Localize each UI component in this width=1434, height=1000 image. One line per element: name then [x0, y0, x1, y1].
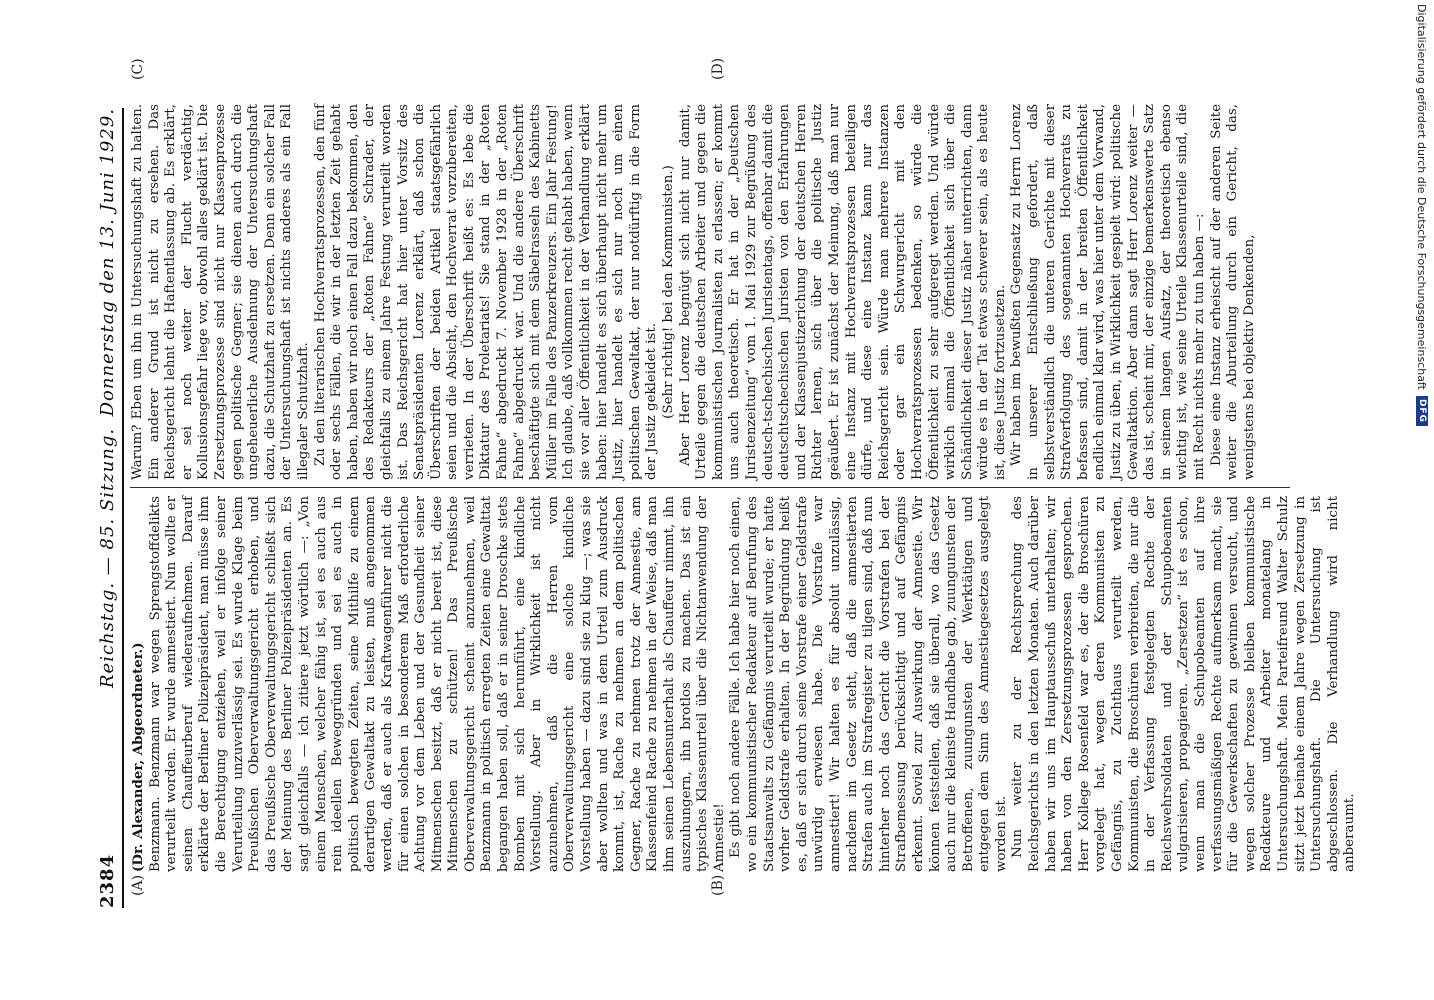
speaker-line: (Dr. Alexander, Abgeordneter.): [130, 642, 146, 872]
column-divider: [130, 487, 1290, 488]
right-paragraph: Diese eine Instanz erheischt auf der anderen Seite weiter die Aburteilung durch ein Gericht, das, wenigstens bei objektiv Denkenden,: [1208, 104, 1257, 480]
page-number: 2384: [97, 853, 118, 908]
page-header: [92, 108, 124, 908]
left-paragraph: Benzmann. Benzmann war wegen Sprengstoffdelikts verurteilt worden. Er wurde amnestiert. Nun wollte er seinen Chauffeurberuf wiederaufnehmen. Darauf erklärte der Berliner Polizeipräsident, man müsse ihm die Berechtigung entziehen, weil er infolge seiner Verurteilung unzuverlässig sei. Es wurde Klage beim Preußischen Oberverwaltungsgericht erhoben, und das Preußische Oberverwaltungsgericht schließt sich der Meinung des Berliner Polizeipräsidenten an. Es sagt gleichfalls — ich zitiere jetzt wörtlich —: „Von einem Menschen, welcher fähig ist, sei es auch aus rein ideellen Beweggründen und sei es auch in politisch bewegten Zeiten, seine Mithilfe zu einem derartigen Gewaltakt zu leisten, muß angenommen werden, daß er auch als Kraftwagenführer nicht die für einen solchen in besonderem Maß erforderliche Achtung vor dem Leben und der Gesundheit seiner Mitmenschen besitzt, daß er nicht bereit ist, diese Mitmenschen zu schützen! Das Preußische Oberverwaltungsgericht scheint anzunehmen, weil Benzmann in politisch erregten Zeiten eine Gewalttat begangen haben soll, daß er in seiner Droschke stets Bomben mit sich herumführt, eine kindliche Vorstellung. Aber in Wirklichkeit ist nicht anzunehmen, daß die Herren vom Oberverwaltungsgericht eine solche kindliche Vorstellung haben — dazu sind sie zu klug —; was sie aber wollten und was in dem Urteil zum Ausdruck kommt, ist, Rache zu nehmen an dem politischen Gegner, Rache zu nehmen trotz der Amnestie, am Klassenfeind Rache zu nehmen in der Weise, daß man ihm seinen Lebensunterhalt als Chauffeur nimmt, ihn auszuhungern, ihn brotlos zu machen. Das ist ein typisches Klassenurteil über die Nichtanwendung der Amnestie!: [147, 496, 727, 872]
left-paragraph: Es gibt noch andere Fälle. Ich habe hier noch einen, wo ein kommunistischer Redakteur auf Berufung des Staatsanwalts zu Gefängnis verurteilt wurde; er hatte vorher Geldstrafe erhalten. In der Begründung heißt es, daß er sich durch seine Vorstrafe einer Geldstrafe unwürdig erwiesen habe. Die Vorstrafe war amnestiert! Wir halten es für absolut unzulässig, nachdem im Gesetz steht, daß die amnestierten Strafen auch im Strafregister zu tilgen sind, daß nun hinterher noch das Gericht die Vorstrafen bei der Strafbemessung berücksichtigt und auf Gefängnis erkennt. Soviel zur Auswirkung der Amnestie. Wir können feststellen, daß sie überall, wo das Gesetz auch nur die kleinste Handhabe gab, zuungunsten der Betroffenen, zuungunsten der Werktätigen und entgegen dem Sinn des Amnestiegesetzes ausgelegt worden ist.: [728, 496, 1009, 872]
marker-d: (D): [710, 57, 726, 80]
session-date: Donnerstag den 13. Juni 1929.: [97, 108, 118, 417]
right-paragraph: Aber Herr Lorenz begnügt sich nicht nur damit, Urteile gegen die deutschen Arbeiter und gegen die kommunistischen Journalisten zu erlassen; er kommt uns auch theoretisch. Er hat in der „Deutschen Juristenzeitung“ vom 1. Mai 1929 zur Begrüßung des deutsch-tschechischen Juristentags, offenbar damit die deutschtschechischen Juristen von den Erfahrungen und der Klassenjustizerichung der deutschen Herren Richter lernen, sich über die politische Justiz geäußert. Er ist zunächst der Meinung, daß man nur eine Instanz mit Hochverratsprozessen beteiligen dürfe, und diese eine Instanz kann nur das Reichsgericht sein. Würde man mehrere Instanzen oder gar ein Schwurgericht mit den Hochverratsprozessen bedenken, so würde die Öffentlichkeit zu sehr aufgeregt werden. Und würde wirklich einmal die Öffentlichkeit sich über die Schändlichkeit dieser Justiz näher unterrichten, dann würde es in der Tat etwas schwerer sein, als es heute ist, diese Justiz fortzusetzen.: [677, 104, 1008, 480]
digitization-text: Digitalisierung gefördert durch die Deutsche Forschungsgemeinschaft: [1415, 4, 1429, 390]
interjection: (Sehr richtig! bei den Kommunisten.): [661, 165, 676, 419]
marker-c: (C): [130, 58, 146, 80]
digitization-note: [1415, 4, 1433, 996]
marker-a: (A): [130, 874, 146, 896]
right-column: [130, 104, 1300, 480]
left-paragraph: Nun weiter zu der Rechtsprechung des Reichsgerichts in den letzten Monaten. Auch darüber haben wir uns im Hauptausschuß unterhalten; wir haben von den Zersetzungsprozessen gesprochen. Herr Kollege Rosenfeld war es, der die Broschüren vorgelegt hat, wegen deren Kommunisten zu Gefängnis, zu Zuchthaus verurteilt werden, Kommunisten, die Broschüren verbreiten, die nur die in der Verfassung festgelegten Rechte der Reichswehrsoldaten und der Schupobeamten vulgarisieren, propagieren. „Zersetzen“ ist es schon, wenn man die Schupobeamten auf ihre verfassungsmäßigen Rechte aufmerksam macht, sie für die Gewerkschaften zu gewinnen versucht, und wegen solcher Prozesse bleiben kommunistische Redakteure und Arbeiter monatelang in Untersuchungshaft. Mein Parteifreund Walter Schulz sitzt jetzt beinahe einem Jahre wegen Zersetzung in Untersuchungshaft. Die Untersuchung ist abgeschlossen. Die Verhandlung wird nicht anberaumt.: [1010, 496, 1358, 872]
right-paragraph: Wir haben im bewußten Gegensatz zu Herrn Lorenz in unserer Entschließung gefordert, daß selbstverständlich die unteren Gerichte mit dieser Strafverfolgung des sogenannten Hochverrats zu befassen sind, damit in der breiten Öffentlichkeit endlich einmal klar wird, was hier unter dem Vorwand, Justiz zu üben, in Wirklichkeit gespielt wird: politische Gewaltaktion. Aber dann sagt Herr Lorenz weiter — das ist, scheint mir, der einzige bemerkenswerte Satz in seinem langen Aufsatz, der theoretisch ebenso wichtig ist, wie seine Urteile Klassenurteile sind, die mit Recht nichts mehr zu tun haben —:: [1009, 104, 1207, 480]
marker-b: (B): [710, 874, 726, 896]
dfg-logo: DFG: [1416, 396, 1428, 426]
left-column: [130, 496, 1358, 872]
session-title: Reichstag. — 85. Sitzung.: [97, 427, 118, 688]
right-paragraph: Zu den literarischen Hochverratsprozessen, den fünf oder sechs Fällen, die wir in der letzten Zeit gehabt haben, haben wir noch einen Fall dazu bekommen, den des Redakteurs der „Roten Fahne“ Schrader, der gleichfalls zu einem Jahre Festung verurteilt worden ist. Das Reichsgericht hat hier unter Vorsitz des Senatspräsidenten Lorenz erklärt, daß schon die Überschriften der beiden Artikel staatsgefährlich seien und die Absicht, den Hochverrat vorzubereiten, verrieten. In der Überschrift heißt es: Es lebe die Diktatur des Proletariats! Sie stand in der „Roten Fahne“ abgedruckt 7. November 1928 in der „Roten Fahne“ abgedruckt war. Und die andere Überschrift beschäftigte sich mit dem Säbelrasseln des Kabinetts Müller im Falle des Panzerkreuzers. Ein Jahr Festung! Ich glaube, daß vollkommen recht gehabt haben, wenn sie vor aller Öffentlichkeit in der Verhandlung erklärt haben: hier handelt es sich überhaupt nicht mehr um Justiz, hier handelt es sich nur noch um einen politischen Gewaltakt, der nur notdürftig in die Form der Justiz gekleidet ist.: [312, 104, 660, 480]
right-paragraph: Warum? Eben um ihn in Untersuchungshaft zu halten. Ein anderer Grund ist nicht zu ersehen. Das Reichsgericht lehnt die Haftentlassung ab. Es erklärt, er sei noch weiter der Flucht verdächtig, Kollusionsgefahr liege vor, obwohl alles geklärt ist. Die Zersetzungsprozesse sind nicht nur Klassenprozesse gegen politische Gegner; sie dienen auch durch die ungeheuerliche Ausdehnung der Untersuchungshaft dazu, die Schutzhaft zu ersetzen. Denn ein solcher Fall der Untersuchungshaft ist nichts anderes als ein Fall illegaler Schutzhaft.: [130, 104, 311, 480]
